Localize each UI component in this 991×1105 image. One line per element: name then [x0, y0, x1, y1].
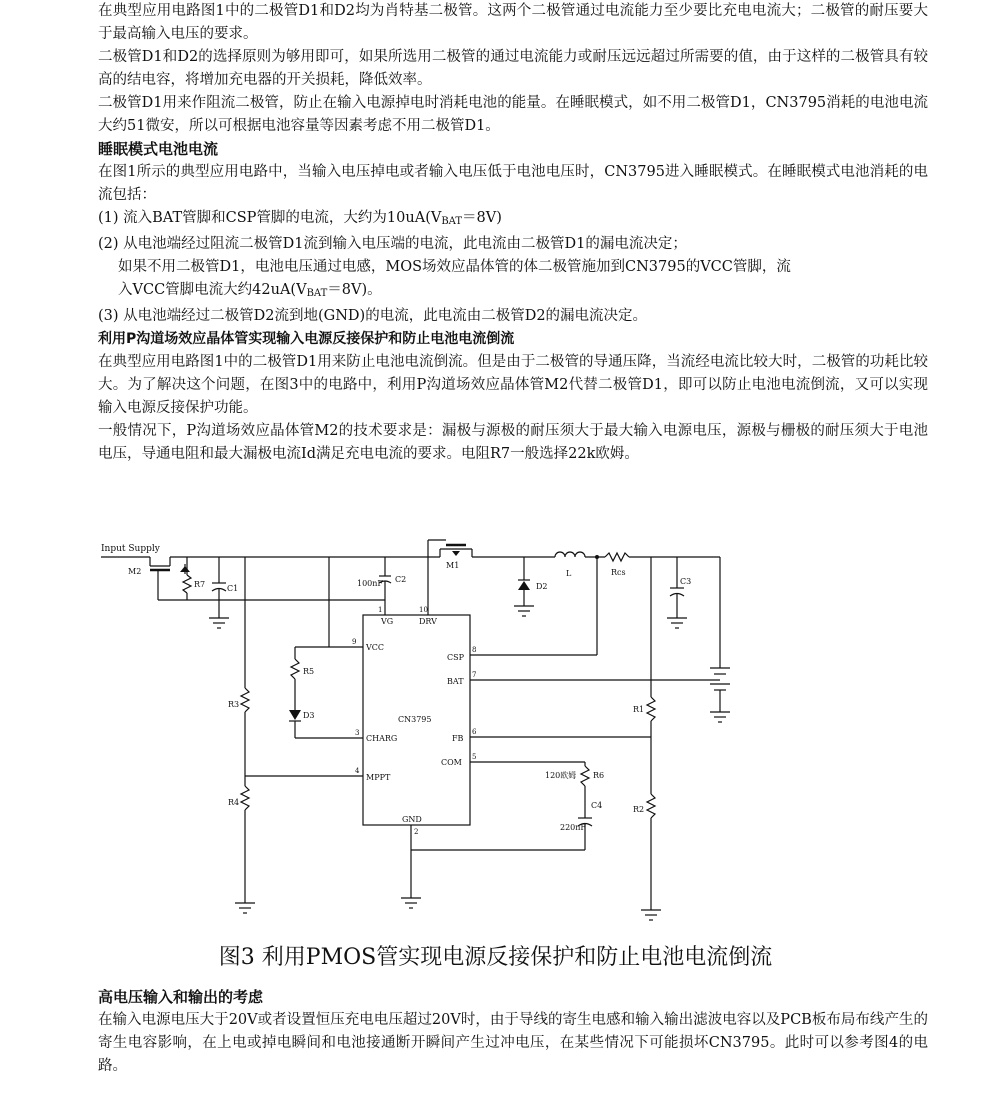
label-c3: C3 — [680, 577, 692, 586]
pin-fb: FB — [452, 734, 464, 743]
pin-number-2: 2 — [414, 828, 419, 836]
label-c4: C4 — [591, 801, 603, 810]
paragraph-diodes-schottky: 在典型应用电路图1中的二极管D1和D2均为肖特基二极管。这两个二极管通过电流能力至少要比充电电流大；二极管的耐压要大于最高输入电压的要求。 — [98, 3, 928, 42]
r7-resistor — [183, 575, 191, 593]
paragraph-pmos-2: 一般情况下，P沟道场效应晶体管M2的技术要求是：漏极与源极的耐压须大于最大输入电源电压，源极与栅极的耐压须大于电池电压，导通电阻和最大漏极电流Id满足充电电流的要求。电阻R7一般选择22k欧姆。 — [98, 423, 928, 462]
d3-diode — [289, 710, 301, 720]
ic-label: CN3795 — [398, 715, 432, 724]
pin-vcc: VCC — [366, 643, 385, 652]
pin-number-6: 6 — [472, 728, 477, 736]
pin-com: COM — [441, 758, 462, 767]
list-item-2-cont2: 入VCC管脚电流大约$42uA(V_{BAT}=8V)$。 — [118, 282, 382, 299]
heading-pmos-protection: 利用P沟道场效应晶体管实现输入电源反接保护和防止电池电流倒流 — [98, 331, 515, 347]
label-c2: C2 — [395, 575, 407, 584]
circuit-diagram — [0, 530, 991, 940]
label-r4: R4 — [228, 798, 240, 807]
label-m1: M1 — [446, 561, 460, 570]
pin-vg: VG — [381, 617, 394, 626]
label-c2-value: 100nF — [357, 579, 383, 588]
inductor-l — [555, 552, 585, 557]
r3-resistor — [241, 688, 249, 712]
paragraph-sleep-intro: 在图1所示的典型应用电路中，当输入电压掉电或者输入电压低于电池电压时，CN3795进入睡眠模式。在睡眠模式电池消耗的电流包括： — [98, 164, 928, 203]
pin-csp: CSP — [447, 653, 464, 662]
r2-resistor — [647, 794, 655, 818]
pin-number-4: 4 — [355, 767, 360, 775]
label-m2: M2 — [128, 567, 142, 576]
pin-gnd: GND — [402, 815, 422, 824]
battery-symbol — [710, 668, 730, 690]
label-c4-value: 220nF — [560, 823, 586, 832]
paragraph-diode-selection: 二极管D1和D2的选择原则为够用即可，如果所选用二极管的通过电流能力或耐压远远超过所需要的值，由于这样的二极管具有较高的结电容，将增加充电器的开关损耗，降低效率。 — [98, 49, 928, 88]
r4-resistor — [241, 786, 249, 810]
label-c1: C1 — [227, 584, 239, 593]
pin-number-3: 3 — [355, 729, 360, 737]
label-r5: R5 — [303, 667, 315, 676]
pin-number-1: 1 — [378, 606, 383, 614]
pin-number-8: 8 — [472, 646, 477, 654]
label-d2: D2 — [536, 582, 548, 591]
pin-number-5: 5 — [472, 753, 477, 761]
heading-sleep-current: 睡眠模式电池电流 — [98, 140, 219, 158]
m1-pmos — [440, 545, 472, 557]
list-item-3: (3) 从电池端经过二极管D2流到地(GND)的电流，此电流由二极管D2的漏电流决定。 — [98, 308, 648, 324]
pin-charg: CHARG — [366, 734, 398, 743]
paragraph-blocking-diode: 二极管D1用来作阻流二极管，防止在输入电源掉电时消耗电池的能量。在睡眠模式，如不用二极管D1，CN3795消耗的电池电流大约51微安，所以可根据电池容量等因素考虑不用二极管D1。 — [98, 95, 928, 134]
label-r6: R6 — [593, 771, 605, 780]
r6-resistor — [581, 766, 589, 786]
r1-resistor — [647, 697, 655, 721]
pin-number-10: 10 — [419, 606, 428, 614]
rcs-resistor — [605, 553, 629, 561]
list-item-2-cont: 如果不用二极管D1，电池电压通过电感，MOS场效应晶体管的体二极管施加到CN3795的VCC管脚，流 — [118, 259, 791, 275]
label-r6-value: 120欧姆 — [545, 771, 577, 780]
heading-high-voltage: 高电压输入和输出的考虑 — [98, 988, 264, 1006]
label-r1: R1 — [633, 705, 645, 714]
top-section — [98, 0, 928, 466]
pin-bat: BAT — [447, 677, 464, 686]
pin-number-7: 7 — [472, 671, 477, 679]
pin-mppt: MPPT — [366, 773, 391, 782]
label-r3: R3 — [228, 700, 240, 709]
list-item-1: (1) 流入BAT管脚和CSP管脚的电流，大约为$10uA(V_{BAT}=8V)$ — [98, 210, 502, 227]
paragraph-high-voltage: 在输入电源电压大于20V或者设置恒压充电电压超过20V时，由于导线的寄生电感和输入输出滤波电容以及PCB板布局布线产生的寄生电容影响，在上电或掉电瞬间和电池接通断开瞬间产生过冲电压，在某些情况下可能损坏CN3795。此时可以参考图4的电路。 — [98, 1012, 928, 1074]
list-item-2: (2) 从电池端经过阻流二极管D1流到输入电压端的电流，此电流由二极管D1的漏电流决定； — [98, 236, 687, 252]
label-rcs: Rcs — [611, 568, 626, 577]
pin-drv: DRV — [419, 617, 437, 626]
label-r2: R2 — [633, 805, 645, 814]
paragraph-pmos-1: 在典型应用电路图1中的二极管D1用来防止电池电流倒流。但是由于二极管的导通压降，当流经电流比较大时，二极管的功耗比较大。为了解决这个问题，在图3中的电路中，利用P沟道场效应晶体管M2代替二极管D1，即可以防止电池电流倒流，又可以实现输入电源反接保护功能。 — [98, 354, 928, 416]
label-l: L — [566, 569, 572, 578]
label-input-supply: Input Supply — [101, 544, 160, 554]
bottom-section — [98, 986, 928, 1078]
label-r7: R7 — [194, 580, 206, 589]
r5-resistor — [291, 659, 299, 679]
figure-caption: 图3 利用PMOS管实现电源反接保护和防止电池电流倒流 — [218, 945, 773, 970]
m2-pmos — [150, 557, 385, 600]
pin-number-9: 9 — [352, 638, 357, 646]
label-d3: D3 — [303, 711, 315, 720]
